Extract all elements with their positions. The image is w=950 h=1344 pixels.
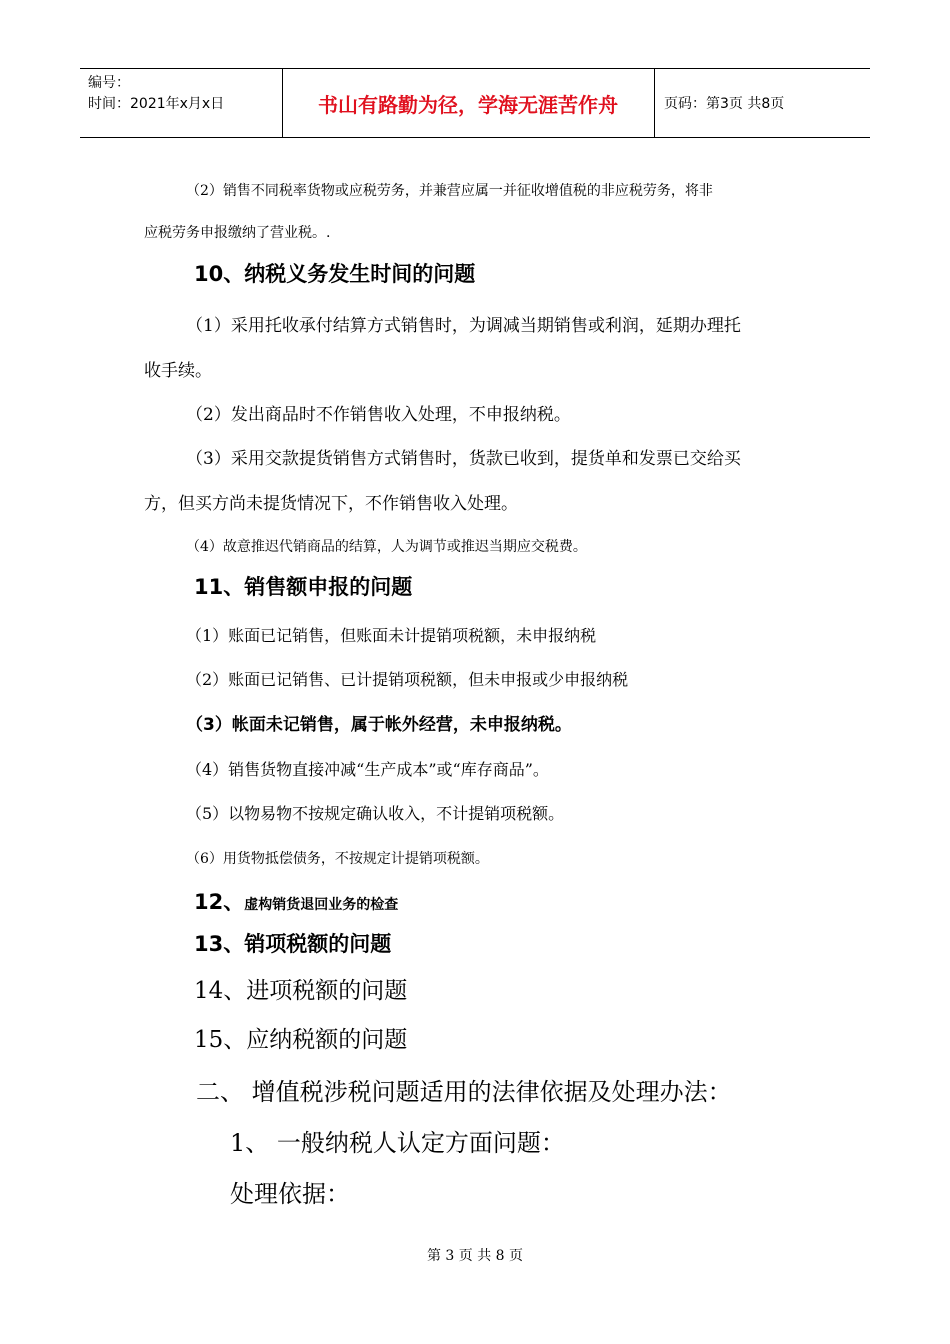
text-line-bold: （3）帐面未记销售，属于帐外经营，未申报纳税。 [186, 715, 572, 735]
text-line: （5）以物易物不按规定确认收入，不计提销项税额。 [186, 804, 565, 823]
section-heading-10: 10、纳税义务发生时间的问题 [194, 262, 476, 286]
section-heading-13: 13、销项税额的问题 [194, 932, 392, 956]
chapter-heading: 二、 增值税涉税问题适用的法律依据及处理办法： [196, 1078, 732, 1106]
text-line: （3）采用交款提货销售方式销售时，货款已收到，提货单和发票已交给买 [186, 449, 741, 469]
section-heading-12 [194, 886, 398, 916]
section-heading-12-number: 12、 [194, 890, 245, 914]
text-line: （4）销售货物直接冲减“生产成本”或“库存商品”。 [186, 760, 549, 779]
section-heading-15: 15、应纳税额的问题 [194, 1027, 408, 1053]
page-footer: 第 3 页 共 8 页 [426, 1248, 524, 1264]
header-motto: 书山有路勤为径，学海无涯苦作舟 [318, 92, 618, 117]
subsection-heading: 1、 一般纳税人认定方面问题： [230, 1129, 565, 1157]
text-line: （2）账面已记销售、已计提销项税额，但未申报或少申报纳税 [186, 670, 629, 689]
header-page-info: 页码：第3页 共8页 [664, 96, 785, 112]
section-heading-14: 14、进项税额的问题 [194, 978, 408, 1004]
header-meta [88, 73, 224, 115]
text-line: （1）采用托收承付结算方式销售时，为调减当期销售或利润，延期办理托 [186, 316, 741, 336]
text-line: （2）销售不同税率货物或应税劳务，并兼营应属一并征收增值税的非应税劳务，将非 [186, 183, 713, 199]
text-line: 应税劳务申报缴纳了营业税。. [144, 225, 331, 241]
text-line: （6）用货物抵偿债务，不按规定计提销项税额。 [186, 851, 489, 867]
text-line: 收手续。 [144, 361, 212, 381]
text-line: （1）账面已记销售，但账面未计提销项税额，未申报纳税 [186, 626, 597, 645]
section-heading-12-text: 虚构销货退回业务的检查 [244, 897, 399, 913]
text-line: （2）发出商品时不作销售收入处理，不申报纳税。 [186, 405, 571, 425]
header-number-label: 编号： [88, 75, 130, 91]
text-line: 方，但买方尚未提货情况下，不作销售收入处理。 [144, 494, 518, 514]
page-header [80, 68, 870, 138]
header-divider [654, 69, 655, 137]
section-heading-11: 11、销售额申报的问题 [194, 575, 413, 599]
text-line: （4）故意推迟代销商品的结算，人为调节或推迟当期应交税费。 [186, 539, 587, 555]
text-line: 处理依据： [230, 1180, 350, 1208]
header-time-label: 时间：2021年x月x日 [88, 96, 225, 112]
